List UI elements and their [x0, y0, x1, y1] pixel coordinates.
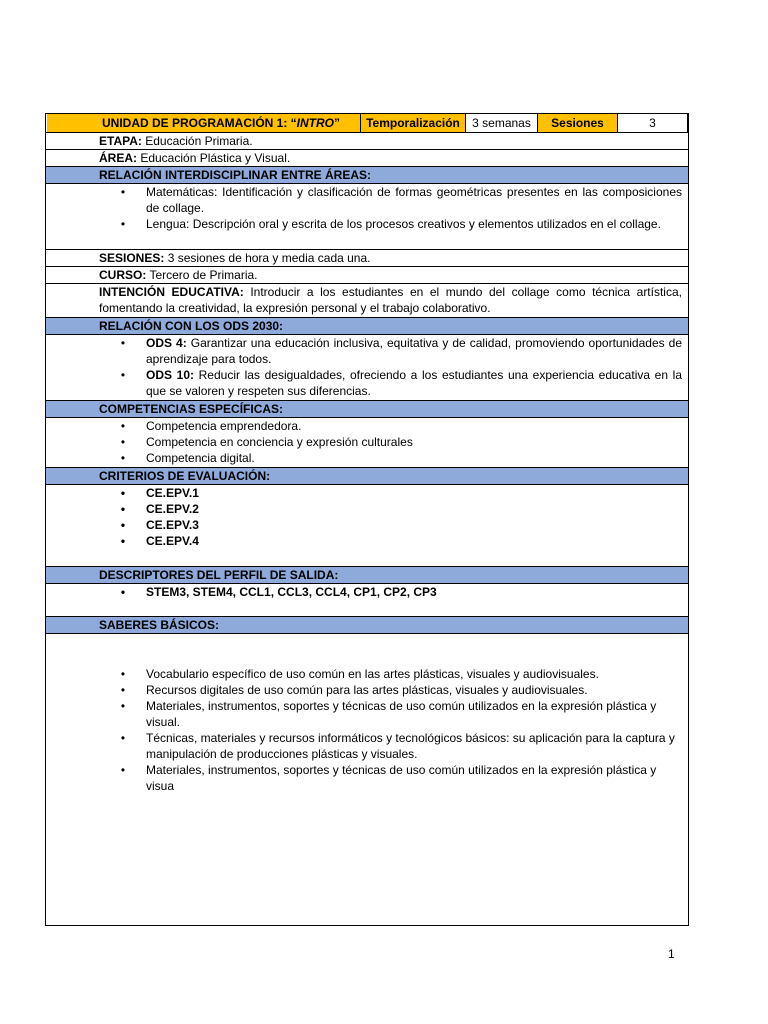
list-item: • CE.EPV.4	[120, 534, 199, 548]
list-item: • CE.EPV.1	[120, 486, 199, 500]
etapa-label: ETAPA:	[99, 134, 142, 148]
curso-label: CURSO:	[99, 268, 147, 282]
list-item: • Vocabulario específico de uso común en las artes plásticas, visuales y audiovisuales.	[120, 667, 599, 681]
criterios-heading: CRITERIOS DE EVALUACIÓN:	[99, 469, 271, 483]
saberes-content	[46, 634, 688, 925]
area-label: ÁREA:	[99, 151, 137, 165]
descriptores-heading-row	[46, 567, 688, 584]
area-value: Educación Plástica y Visual.	[137, 151, 291, 165]
temporalizacion-label: Temporalización	[366, 116, 460, 130]
area-row	[46, 150, 688, 167]
list-item: • Competencia emprendedora.	[120, 419, 302, 433]
list-item: • Lengua: Descripción oral y escrita de los procesos creativos y elementos utilizados en el collage.	[120, 217, 661, 231]
programming-unit-table	[45, 113, 689, 926]
ods-heading-row	[46, 318, 688, 335]
etapa-value: Educación Primaria.	[141, 134, 253, 148]
competencias-heading: COMPETENCIAS ESPECÍFICAS:	[99, 402, 284, 416]
intencion-label: INTENCIÓN EDUCATIVA:	[99, 285, 244, 299]
sesiones-value-cell	[618, 114, 688, 132]
list-item: • STEM3, STEM4, CCL1, CCL3, CCL4, CP1, CP2, CP3	[120, 585, 437, 599]
unit-header-row	[46, 114, 688, 133]
list-item: • ODS 4: Garantizar una educación inclusiva, equitativa y de calidad, promoviendo oportunidades de aprendizaje para todos.	[120, 336, 682, 366]
sesiones-row	[46, 250, 688, 267]
sesiones-header-value: 3	[649, 116, 656, 130]
sesiones-label: SESIONES:	[99, 251, 165, 265]
relacion-interdisciplinar-content	[46, 184, 688, 250]
list-item: • CE.EPV.2	[120, 502, 199, 516]
relacion-interdisciplinar-heading-row	[46, 167, 688, 184]
ods-content	[46, 335, 688, 401]
descriptores-heading: DESCRIPTORES DEL PERFIL DE SALIDA:	[99, 568, 339, 582]
list-item: • Matemáticas: Identificación y clasificación de formas geométricas presentes en las composiciones de collage.	[120, 185, 682, 215]
list-item: • Recursos digitales de uso común para las artes plásticas, visuales y audiovisuales.	[120, 683, 588, 697]
curso-row	[46, 267, 688, 284]
list-item: • Competencia digital.	[120, 451, 255, 465]
list-item: • Competencia en conciencia y expresión culturales	[120, 435, 413, 449]
page-number: 1	[668, 947, 675, 961]
saberes-heading: SABERES BÁSICOS:	[99, 618, 220, 632]
list-item: • CE.EPV.3	[120, 518, 199, 532]
list-item: • ODS 10: Reducir las desigualdades, ofreciendo a los estudiantes una experiencia educativa en la que se valoren y respeten sus diferencias.	[120, 368, 682, 398]
unit-label: UNIDAD DE PROGRAMACIÓN 1: “	[102, 116, 297, 130]
unit-title-close: ”	[334, 116, 341, 130]
intencion-value: Introducir a los estudiantes en el mundo del collage como técnica artística, fomentando la creatividad, la expresión personal y el trabajo colaborativo.	[99, 285, 682, 315]
sesiones-label-cell	[538, 114, 618, 132]
criterios-heading-row	[46, 468, 688, 485]
sesiones-header-label: Sesiones	[551, 116, 604, 130]
relacion-interdisciplinar-heading: RELACIÓN INTERDISCIPLINAR ENTRE ÁREAS:	[99, 168, 372, 182]
unit-title-cell	[47, 114, 360, 132]
temporalizacion-label-cell	[360, 114, 466, 132]
criterios-content	[46, 485, 688, 567]
ods-heading: RELACIÓN CON LOS ODS 2030:	[99, 319, 284, 333]
list-item: • Materiales, instrumentos, soportes y técnicas de uso común utilizados en la expresión plástica y visua	[120, 763, 657, 793]
saberes-heading-row	[46, 617, 688, 634]
list-item: • Técnicas, materiales y recursos informáticos y tecnológicos básicos: su aplicación para la captura y manipulación de producciones plásticas y visuales.	[120, 731, 675, 761]
unit-title: INTRO	[296, 116, 335, 130]
descriptores-content	[46, 584, 688, 617]
competencias-content	[46, 418, 688, 468]
etapa-row	[46, 133, 688, 150]
curso-value: Tercero de Primaria.	[146, 268, 258, 282]
sesiones-value: 3 sesiones de hora y media cada una.	[164, 251, 371, 265]
list-item: • Materiales, instrumentos, soportes y técnicas de uso común utilizados en la expresión plástica y visual.	[120, 699, 657, 729]
temporalizacion-value: 3 semanas	[472, 116, 531, 130]
intencion-educativa-row	[46, 284, 688, 318]
competencias-heading-row	[46, 401, 688, 418]
temporalizacion-value-cell	[466, 114, 538, 132]
